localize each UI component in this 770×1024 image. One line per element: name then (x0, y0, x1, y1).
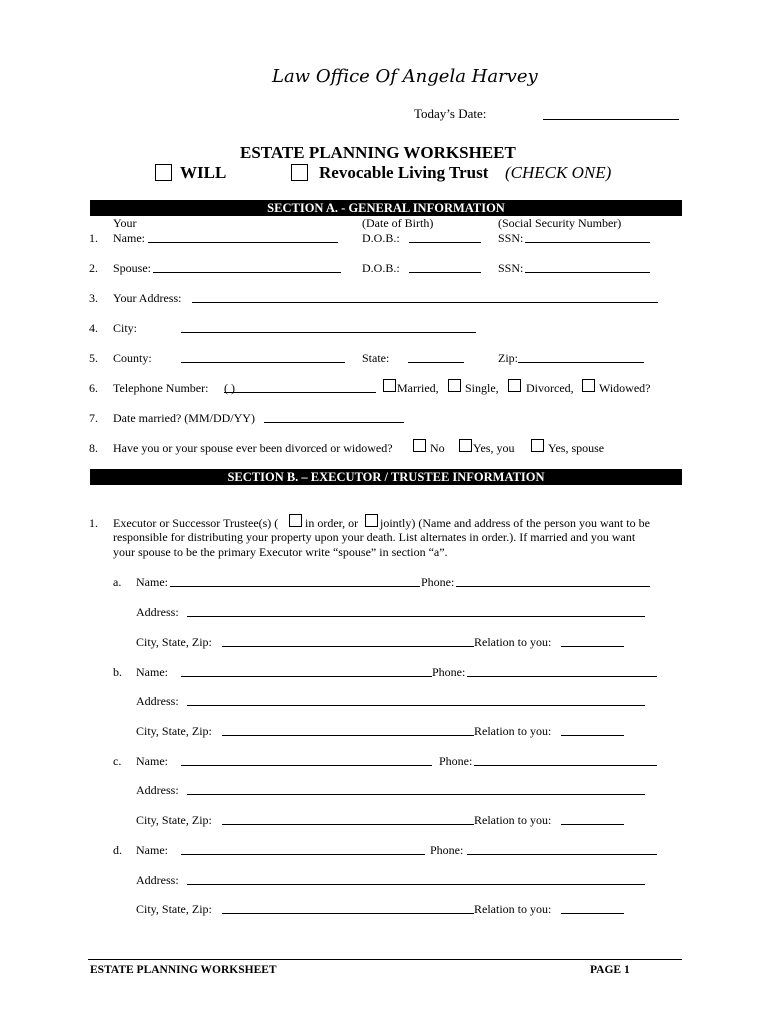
todays-date-field[interactable] (543, 119, 679, 120)
widowed-label: Widowed? (599, 381, 651, 395)
row-8-number: 8. (89, 441, 98, 455)
county-field[interactable] (181, 362, 345, 363)
divorced-checkbox[interactable] (508, 379, 521, 392)
entry-b-name-label: Name: (136, 665, 168, 679)
dob-hint: (Date of Birth) (362, 216, 434, 230)
entry-d-name-label: Name: (136, 843, 168, 857)
divorced-widowed-question: Have you or your spouse ever been divorced or widowed? (113, 441, 393, 455)
entry-a-name-label: Name: (136, 575, 168, 589)
entry-a-csz-label: City, State, Zip: (136, 635, 212, 649)
entry-d-phone-field[interactable] (467, 854, 657, 855)
section-a-heading: SECTION A. - GENERAL INFORMATION (90, 200, 682, 216)
entry-b-name-field[interactable] (181, 676, 432, 677)
date-married-field[interactable] (264, 422, 404, 423)
in-order-checkbox[interactable] (289, 514, 302, 527)
entry-b-phone-field[interactable] (467, 676, 657, 677)
row-1-number: 1. (89, 231, 98, 245)
trust-checkbox[interactable] (291, 164, 308, 181)
entry-a-csz-field[interactable] (222, 646, 474, 647)
your-label: Your (113, 216, 137, 230)
entry-b-csz-field[interactable] (222, 735, 474, 736)
state-label: State: (362, 351, 390, 365)
jointly-label: jointly) (Name and address of the person you want to be (380, 516, 650, 530)
no-label: No (430, 441, 445, 455)
q1-text-start: Executor or Successor Trustee(s) ( (113, 516, 279, 530)
widowed-checkbox[interactable] (582, 379, 595, 392)
trust-label: Revocable Living Trust (319, 163, 489, 182)
entry-b-relation-label: Relation to you: (474, 724, 552, 738)
row-2-number: 2. (89, 261, 98, 275)
jointly-checkbox[interactable] (365, 514, 378, 527)
entry-a-phone-label: Phone: (421, 575, 455, 589)
divorced-label: Divorced, (526, 381, 574, 395)
entry-c-phone-field[interactable] (474, 765, 657, 766)
entry-d-phone-label: Phone: (430, 843, 464, 857)
zip-field[interactable] (518, 362, 644, 363)
dob-field[interactable] (409, 242, 481, 243)
spouse-label: Spouse: (113, 261, 152, 275)
city-label: City: (113, 321, 138, 335)
entry-c-name-field[interactable] (181, 765, 432, 766)
address-label: Your Address: (113, 291, 182, 305)
name-label: Name: (113, 231, 145, 245)
spouse-ssn-label: SSN: (498, 261, 524, 275)
q1-number: 1. (89, 516, 98, 530)
zip-label: Zip: (498, 351, 518, 365)
entry-d-name-field[interactable] (181, 854, 425, 855)
ssn-label: SSN: (498, 231, 524, 245)
entry-b-address-field[interactable] (187, 705, 645, 706)
section-b-heading: SECTION B. – EXECUTOR / TRUSTEE INFORMATION (90, 469, 682, 485)
entry-b-address-label: Address: (136, 694, 179, 708)
row-6-number: 6. (89, 381, 98, 395)
yes-spouse-label: Yes, spouse (548, 441, 605, 455)
worksheet-title: ESTATE PLANNING WORKSHEET (240, 143, 516, 162)
entry-c-relation-label: Relation to you: (474, 813, 552, 827)
row-5-number: 5. (89, 351, 98, 365)
check-one-note: (CHECK ONE) (505, 163, 612, 182)
entry-c-phone-label: Phone: (439, 754, 473, 768)
married-label: Married, (397, 381, 439, 395)
entry-b-phone-label: Phone: (432, 665, 466, 679)
todays-date-label: Today’s Date: (414, 106, 487, 121)
ssn-hint: (Social Security Number) (498, 216, 622, 230)
entry-a-phone-field[interactable] (456, 586, 650, 587)
entry-d-address-label: Address: (136, 873, 179, 887)
entry-c-name-label: Name: (136, 754, 168, 768)
entry-c-address-label: Address: (136, 783, 179, 797)
entry-b-relation-field[interactable] (561, 735, 624, 736)
entry-c-address-field[interactable] (187, 794, 645, 795)
law-office-name: Law Office Of Angela Harvey (272, 66, 538, 87)
row-3-number: 3. (89, 291, 98, 305)
entry-b-letter: b. (113, 665, 122, 679)
footer-title: ESTATE PLANNING WORKSHEET (90, 964, 277, 976)
date-married-label: Date married? (MM/DD/YY) (113, 411, 255, 425)
q1-text-line2: responsible for distributing your property upon your death. List alternates in order.). If married and you want (113, 530, 636, 544)
entry-d-csz-label: City, State, Zip: (136, 902, 212, 916)
address-field[interactable] (192, 302, 658, 303)
will-checkbox[interactable] (155, 164, 172, 181)
entry-d-relation-field[interactable] (561, 913, 624, 914)
entry-a-relation-label: Relation to you: (474, 635, 552, 649)
name-field[interactable] (148, 242, 338, 243)
entry-a-name-field[interactable] (170, 586, 420, 587)
single-label: Single, (465, 381, 499, 395)
county-label: County: (113, 351, 152, 365)
dob-label: D.O.B.: (362, 231, 400, 245)
ssn-field[interactable] (525, 242, 650, 243)
yes-you-checkbox[interactable] (459, 439, 472, 452)
yes-you-label: Yes, you (473, 441, 515, 455)
area-code-parens: ( ) (224, 381, 235, 395)
spouse-dob-label: D.O.B.: (362, 261, 400, 275)
entry-c-csz-label: City, State, Zip: (136, 813, 212, 827)
city-field[interactable] (181, 332, 476, 333)
married-checkbox[interactable] (383, 379, 396, 392)
page-number: PAGE 1 (590, 964, 630, 976)
q1-text-line3: your spouse to be the primary Executor write “spouse” in section “a”. (113, 545, 448, 559)
telephone-label: Telephone Number: (113, 381, 209, 395)
spouse-dob-field[interactable] (409, 272, 481, 273)
entry-a-letter: a. (113, 575, 122, 589)
row-7-number: 7. (89, 411, 98, 425)
entry-c-letter: c. (113, 754, 122, 768)
entry-a-address-label: Address: (136, 605, 179, 619)
single-checkbox[interactable] (448, 379, 461, 392)
entry-d-csz-field[interactable] (222, 913, 474, 914)
in-order-label: in order, or (305, 516, 359, 530)
entry-d-letter: d. (113, 843, 122, 857)
entry-c-csz-field[interactable] (222, 824, 474, 825)
will-label: WILL (180, 163, 227, 182)
spouse-ssn-field[interactable] (525, 272, 650, 273)
spouse-field[interactable] (153, 272, 341, 273)
entry-b-csz-label: City, State, Zip: (136, 724, 212, 738)
no-checkbox[interactable] (413, 439, 426, 452)
state-field[interactable] (408, 362, 464, 363)
row-4-number: 4. (89, 321, 98, 335)
entry-d-relation-label: Relation to you: (474, 902, 552, 916)
telephone-field[interactable] (224, 392, 376, 393)
entry-d-address-field[interactable] (187, 884, 645, 885)
entry-a-relation-field[interactable] (561, 646, 624, 647)
entry-a-address-field[interactable] (187, 616, 645, 617)
yes-spouse-checkbox[interactable] (531, 439, 544, 452)
entry-c-relation-field[interactable] (561, 824, 624, 825)
footer-rule (88, 959, 682, 960)
